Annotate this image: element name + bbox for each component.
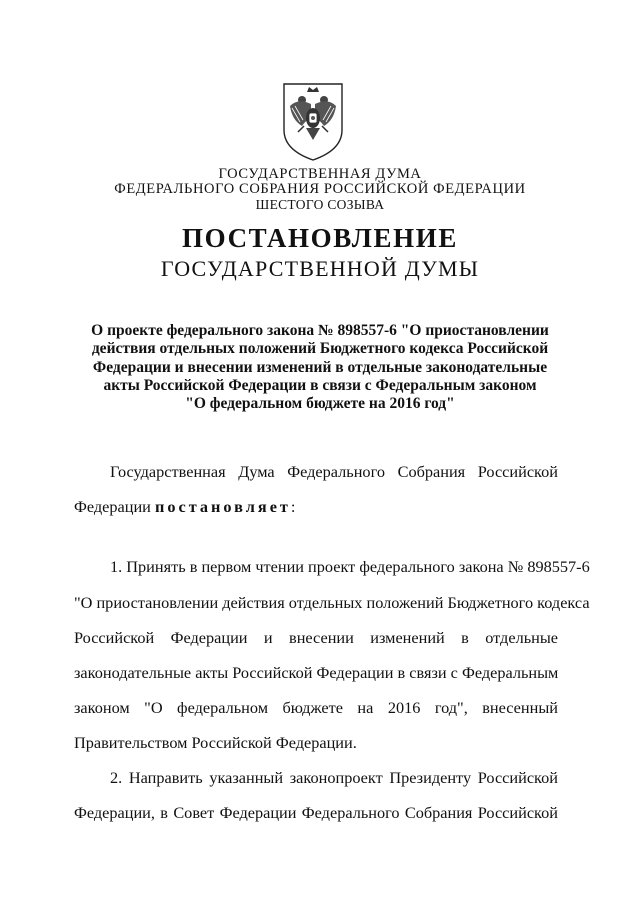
clause-1-line: "О приостановлении действия отдельных положений Бюджетного кодекса [74,593,590,612]
decree-verb: постановляет [154,497,291,516]
subject-line: "О федеральном бюджете на 2016 год" [185,395,455,413]
document-type: ПОСТАНОВЛЕНИЕ [182,223,458,253]
header-line-1: ГОСУДАРСТВЕННАЯ ДУМА [218,166,422,182]
subject-line: О проекте федерального закона № 898557-6 "О приостановлении [91,322,549,339]
subject-line: акты Российской Федерации в связи с Федеральным законом [103,376,537,394]
document-subject [0,322,640,413]
header-line-2: ФЕДЕРАЛЬНОГО СОБРАНИЯ РОССИЙСКОЙ ФЕДЕРАЦИИ [114,181,526,197]
preamble-line: Федерации постановляет: [74,497,296,516]
header-line-3: ШЕСТОГО СОЗЫВА [255,197,385,212]
preamble-line: Государственная Дума Федерального Собрания Российской [110,462,558,481]
clause-1-line: законодательные акты Российской Федерации в связи с Федеральным [74,663,559,682]
clause-1-line: 1. Принять в первом чтении проект федерального закона № 898557-6 [110,557,590,576]
subject-line: действия отдельных положений Бюджетного кодекса Российской [91,340,549,358]
clause-2-line: Федерации, в Совет Федерации Федерального Собрания Российской [74,803,558,822]
subject-line: Федерации и внесении изменений в отдельные законодательные [92,358,548,376]
clause-2-line: 2. Направить указанный законопроект Президенту Российской [110,768,558,787]
clause-1-line: законом "О федеральном бюджете на 2016 год", внесенный [74,698,558,717]
clause-1-line: Российской Федерации и внесении изменений в отдельные [74,628,558,647]
clause-1-line: Правительством Российской Федерации. [74,733,357,752]
coat-of-arms-icon [278,80,348,162]
issuing-body: ГОСУДАРСТВЕННОЙ ДУМЫ [160,256,480,281]
